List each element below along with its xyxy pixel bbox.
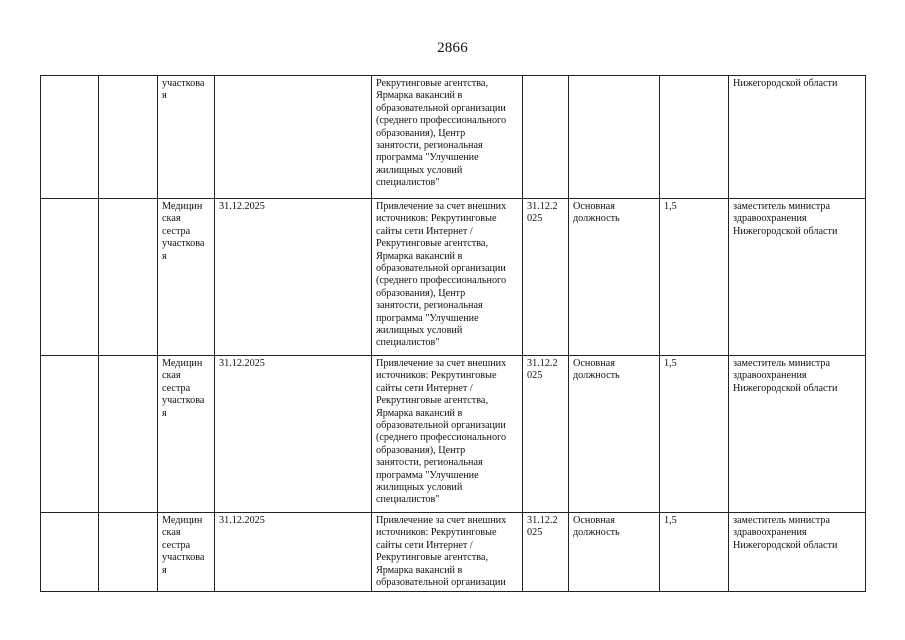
cell-job-type (569, 76, 660, 199)
cell-blank-2 (99, 76, 158, 199)
cell-responsible: заместитель министра здравоохранения Нижегородской области (729, 356, 866, 513)
cell-deadline: 31.12.2 025 (523, 356, 569, 513)
cell-job-type: Основная должность (569, 513, 660, 592)
page-number: 2866 (437, 40, 468, 56)
cell-blank-2 (99, 513, 158, 592)
cell-position: участкова я (158, 76, 215, 199)
cell-blank-1 (41, 76, 99, 199)
cell-rate: 1,5 (660, 356, 729, 513)
table-row (41, 76, 866, 199)
cell-rate (660, 76, 729, 199)
table-row (41, 513, 866, 592)
cell-date: 31.12.2025 (215, 513, 372, 592)
cell-responsible: заместитель министра здравоохранения Нижегородской области (729, 199, 866, 356)
cell-job-type: Основная должность (569, 356, 660, 513)
cell-rate: 1,5 (660, 513, 729, 592)
cell-measures: Привлечение за счет внешних источников: Рекрутинговые сайты сети Интернет / Рекрутинговые агентства, Ярмарка вакансий в образовательной организации (среднего профессионального образования), Центр занятости, региональная программа "Улучшение жилищных условий специалистов" (372, 199, 523, 356)
cell-deadline (523, 76, 569, 199)
cell-blank-1 (41, 513, 99, 592)
cell-position: Медицин ская сестра участкова я (158, 513, 215, 592)
cell-blank-1 (41, 199, 99, 356)
cell-measures: Привлечение за счет внешних источников: Рекрутинговые сайты сети Интернет / Рекрутинговые агентства, Ярмарка вакансий в образовательной организации (среднего профессионального образования), Центр занятости, региональная программа "Улучшение жилищных условий специалистов" (372, 356, 523, 513)
cell-job-type: Основная должность (569, 199, 660, 356)
cell-blank-2 (99, 199, 158, 356)
cell-blank-2 (99, 356, 158, 513)
cell-date (215, 76, 372, 199)
cell-deadline: 31.12.2 025 (523, 199, 569, 356)
cell-measures: Привлечение за счет внешних источников: Рекрутинговые сайты сети Интернет / Рекрутинговые агентства, Ярмарка вакансий в образовательной организации (372, 513, 523, 592)
cell-measures: Рекрутинговые агентства, Ярмарка вакансий в образовательной организации (среднего профессионального образования), Центр занятости, региональная программа "Улучшение жилищных условий специалистов" (372, 76, 523, 199)
cell-responsible: заместитель министра здравоохранения Нижегородской области (729, 513, 866, 592)
cell-rate: 1,5 (660, 199, 729, 356)
cell-position: Медицин ская сестра участкова я (158, 356, 215, 513)
table-row (41, 356, 866, 513)
cell-date: 31.12.2025 (215, 356, 372, 513)
cell-position: Медицин ская сестра участкова я (158, 199, 215, 356)
table-row (41, 199, 866, 356)
cell-responsible: Нижегородской области (729, 76, 866, 199)
cell-blank-1 (41, 356, 99, 513)
cell-deadline: 31.12.2 025 (523, 513, 569, 592)
cell-date: 31.12.2025 (215, 199, 372, 356)
staffing-table (40, 75, 866, 592)
